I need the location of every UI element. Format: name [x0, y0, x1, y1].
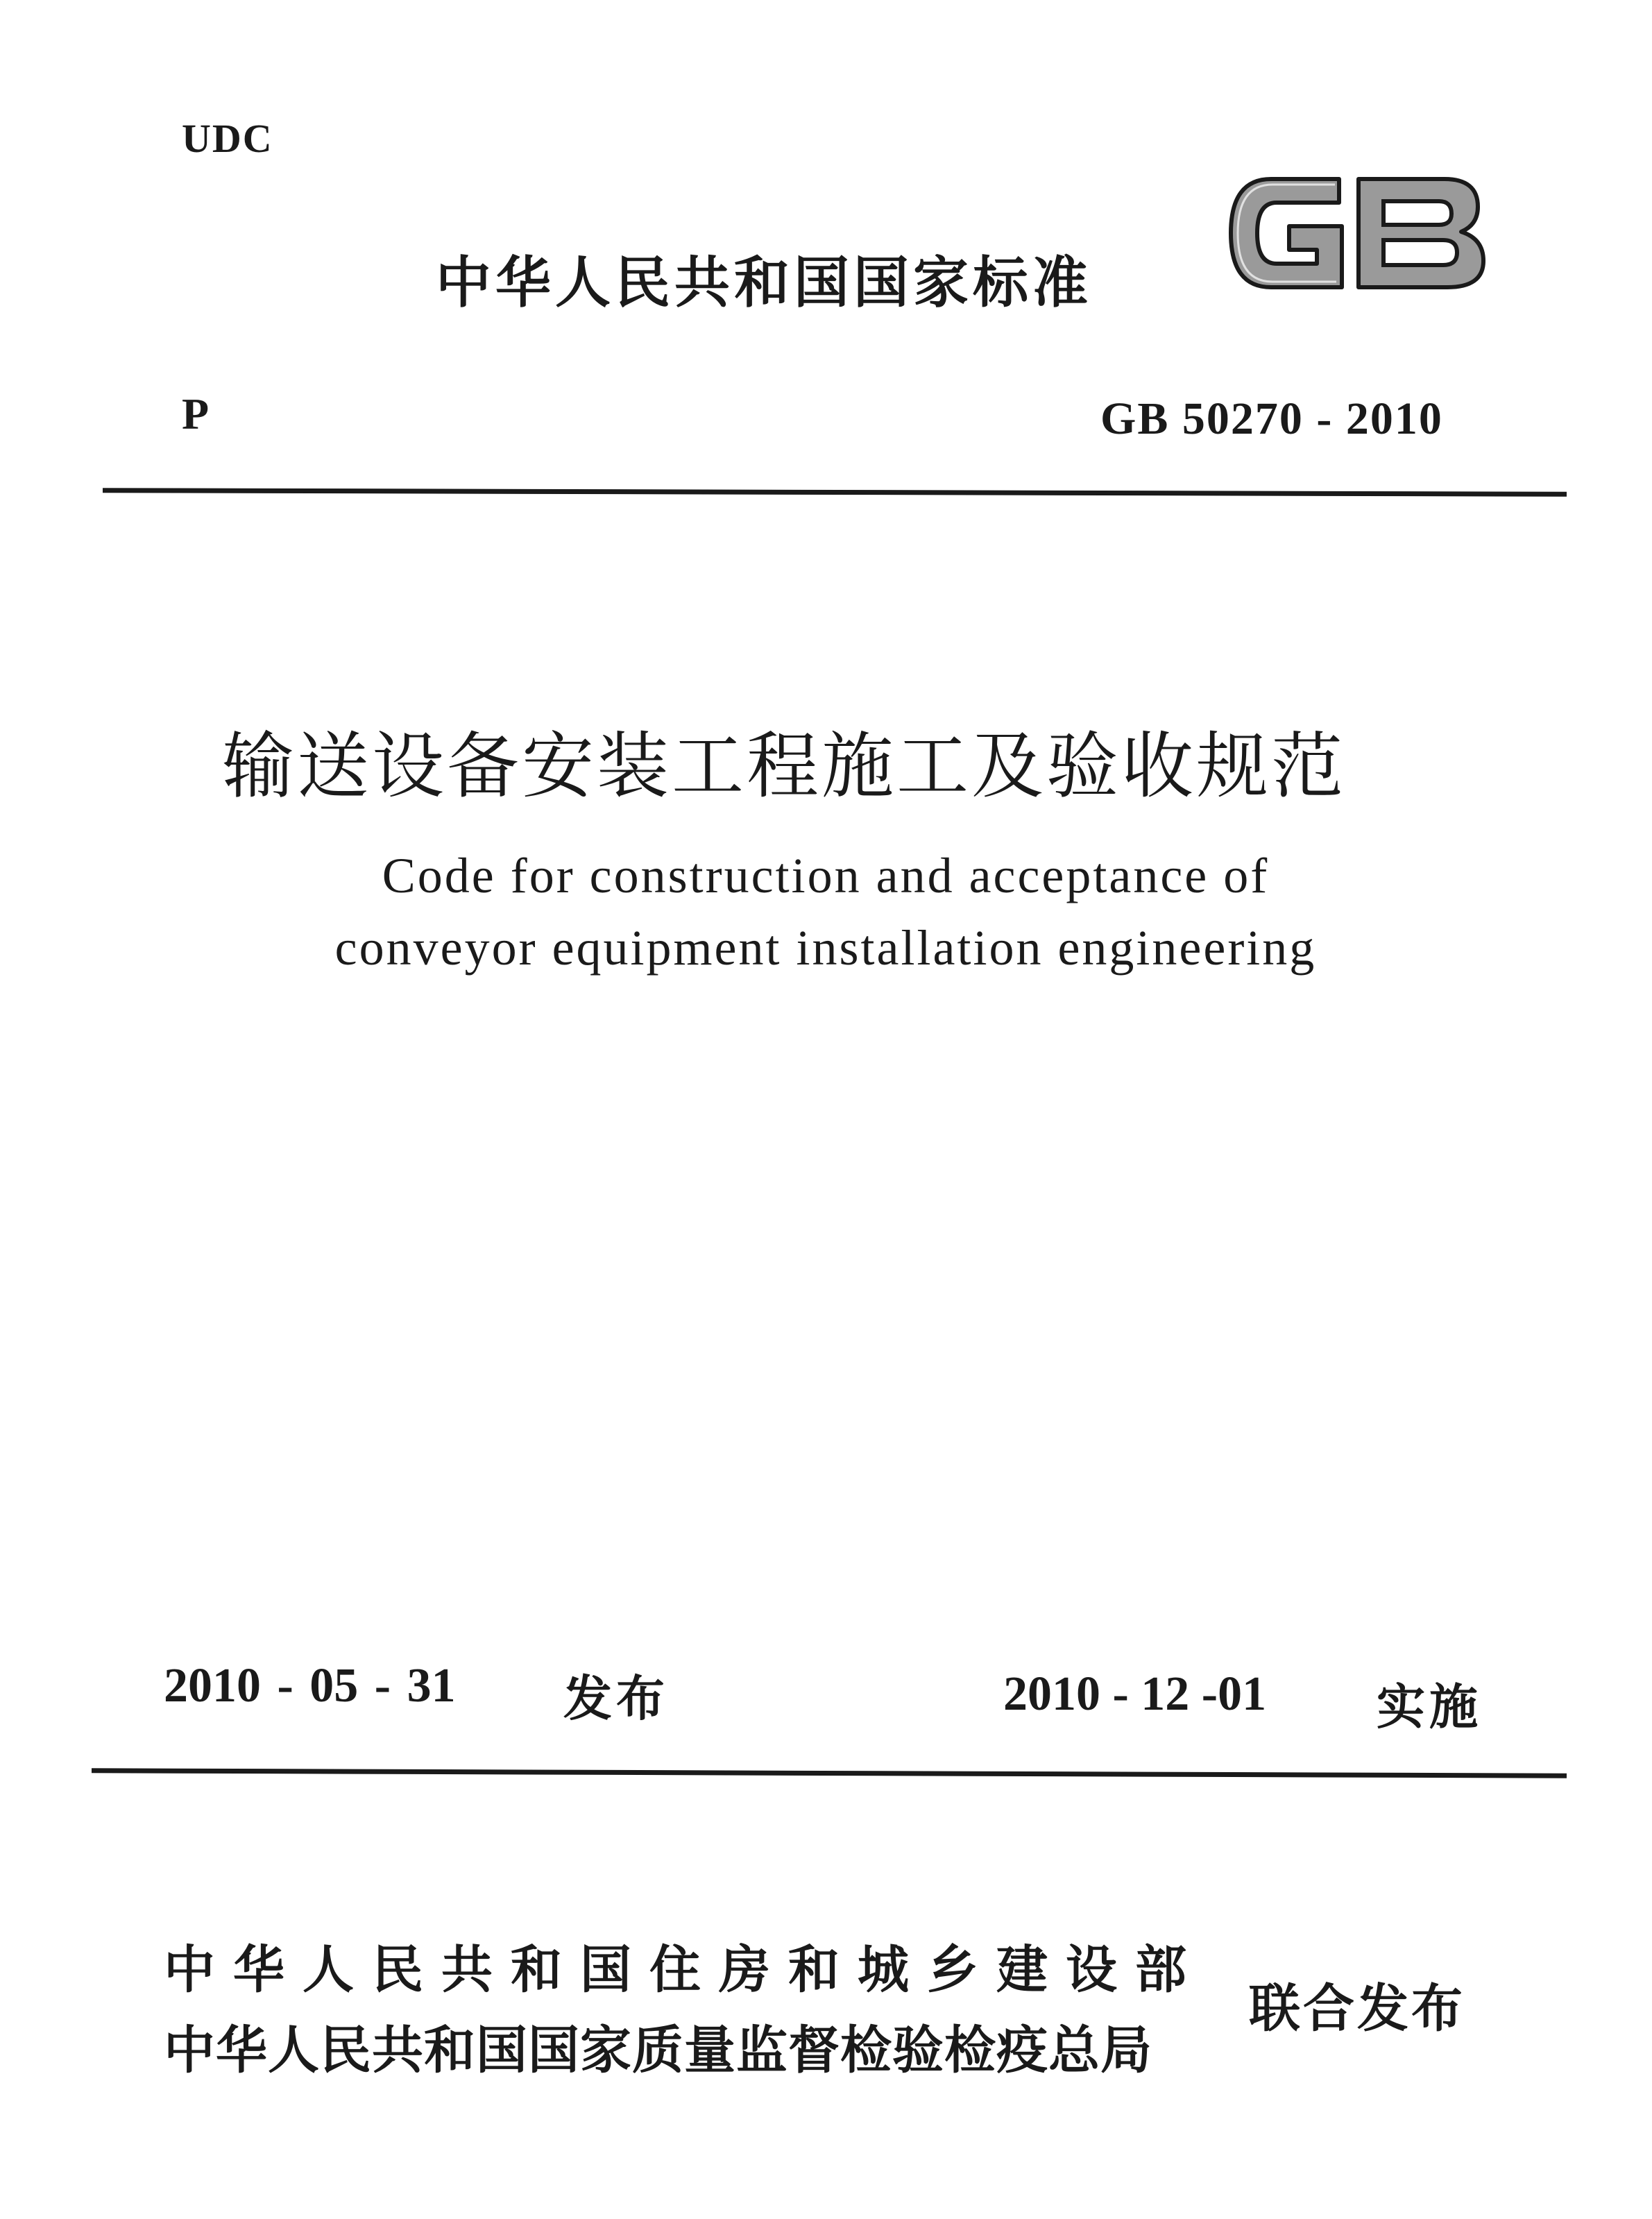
- issue-date: 2010 - 05 - 31: [164, 1659, 456, 1712]
- issue-label: 发布: [563, 1670, 669, 1727]
- title-chinese: 输送设备安装工程施工及验收规范: [222, 724, 1347, 808]
- title-english-line2: conveyor equipment installation engineering: [334, 920, 1317, 976]
- gb-logo: [1223, 165, 1495, 301]
- joint-issue-label: 联合发布: [1249, 1979, 1465, 2039]
- title-english-line1: Code for construction and acceptance of: [382, 848, 1270, 903]
- national-standard-heading: 中华人民共和国国家标准: [436, 250, 1092, 315]
- bottom-divider: [92, 1768, 1567, 1778]
- issuer-ministry-housing: 中华人民共和国住房和城乡建设部: [164, 1940, 1204, 2000]
- issuer-aqsiq: 中华人民共和国国家质量监督检验检疫总局: [164, 2021, 1152, 2080]
- title-english: [167, 840, 1485, 984]
- gb-logo-graphic: [1223, 165, 1495, 301]
- implementation-date: 2010 - 12 -01: [1003, 1667, 1267, 1721]
- standard-code: GB 50270 - 2010: [1100, 393, 1443, 444]
- udc-label: UDC: [182, 116, 273, 161]
- implementation-label: 实施: [1377, 1678, 1482, 1735]
- classification-letter: P: [182, 389, 210, 439]
- top-divider: [103, 488, 1567, 497]
